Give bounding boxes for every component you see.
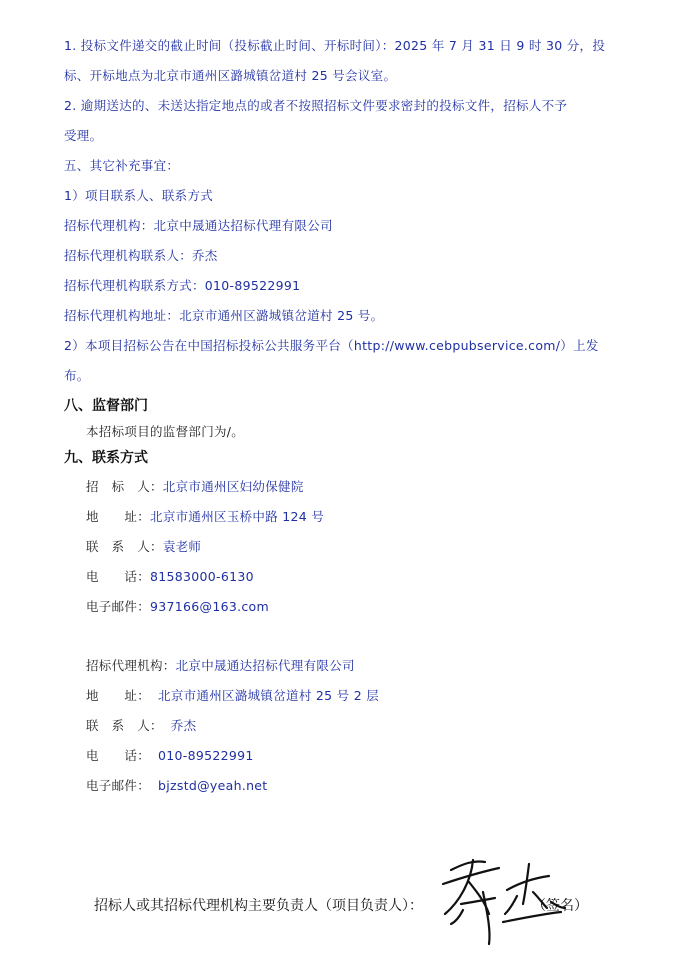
tenderer-email-value: 937166@163.com [150,599,269,614]
agency-name-row [86,658,355,674]
agency-contact-key: 联 系 人： [86,718,163,733]
agency-address-key: 地 址： [86,688,151,703]
signature-label: 招标人或其招标代理机构主要负责人（项目负责人）： [94,898,423,914]
tenderer-name-key: 招 标 人： [86,479,163,494]
tenderer-contact-value: 袁老师 [162,539,202,554]
tenderer-email-key: 电子邮件： [86,599,151,614]
section-9-heading: 九、联系方式 [64,450,148,466]
tenderer-address-value: 北京市通州区玉桥中路 124 号 [150,509,325,524]
agency-phone-line: 招标代理机构联系方式：010-89522991 [64,278,301,293]
tenderer-contact-row [86,539,201,555]
handwritten-signature [433,852,583,952]
agency-address-line: 招标代理机构地址：北京市通州区潞城镇岔道村 25 号。 [64,308,384,323]
tenderer-name-row [86,479,304,495]
item-2-line1: 2）本项目招标公告在中国招标投标公共服务平台（http://www.cebpubservice.com/）上发 [64,338,599,353]
tenderer-email-row [86,599,269,615]
section-5-heading: 五、其它补充事宜： [64,158,180,173]
agency-contact-line: 招标代理机构联系人：乔杰 [64,248,218,263]
deadline-text-line1: 1. 投标文件递交的截止时间（投标截止时间、开标时间）：2025 年 7 月 31 日 9 时 30 分，投 [64,38,606,53]
late-submission-line1: 2. 逾期送达的、未送达指定地点的或者不按照招标文件要求密封的投标文件，招标人不予 [64,98,568,113]
item-2-line2: 布。 [64,368,90,383]
agency-email-value: bjzstd@yeah.net [158,778,268,793]
agency-contact-value: 乔杰 [170,718,197,733]
tenderer-address-key: 地 址： [86,509,151,524]
tenderer-phone-row [86,569,254,585]
supervision-text: 本招标项目的监督部门为/。 [86,424,245,439]
agency-address-row [86,688,379,704]
tenderer-phone-value: 81583000-6130 [150,569,254,584]
item-1-title: 1）项目联系人、联系方式 [64,188,214,203]
agency-address-value: 北京市通州区潞城镇岔道村 25 号 2 层 [158,688,380,703]
tenderer-phone-key: 电 话： [86,569,151,584]
agency-email-key: 电子邮件： [86,778,151,793]
agency-name-value: 北京中晟通达招标代理有限公司 [175,658,355,673]
agency-phone-row [86,748,254,764]
section-8-heading: 八、监督部门 [64,398,148,414]
tenderer-name-value: 北京市通州区妇幼保健院 [162,479,304,494]
signature-suffix: （签名） [532,898,588,914]
agency-contact-row [86,718,196,734]
tenderer-address-row [86,509,324,525]
deadline-text-line2: 标、开标地点为北京市通州区潞城镇岔道村 25 号会议室。 [64,68,397,83]
late-submission-line2: 受理。 [64,128,103,143]
agency-phone-value: 010-89522991 [158,748,254,763]
agency-name-key: 招标代理机构： [86,658,176,673]
agency-email-row [86,778,268,794]
agency-name-line: 招标代理机构：北京中晟通达招标代理有限公司 [64,218,333,233]
tenderer-contact-key: 联 系 人： [86,539,163,554]
agency-phone-key: 电 话： [86,748,151,763]
